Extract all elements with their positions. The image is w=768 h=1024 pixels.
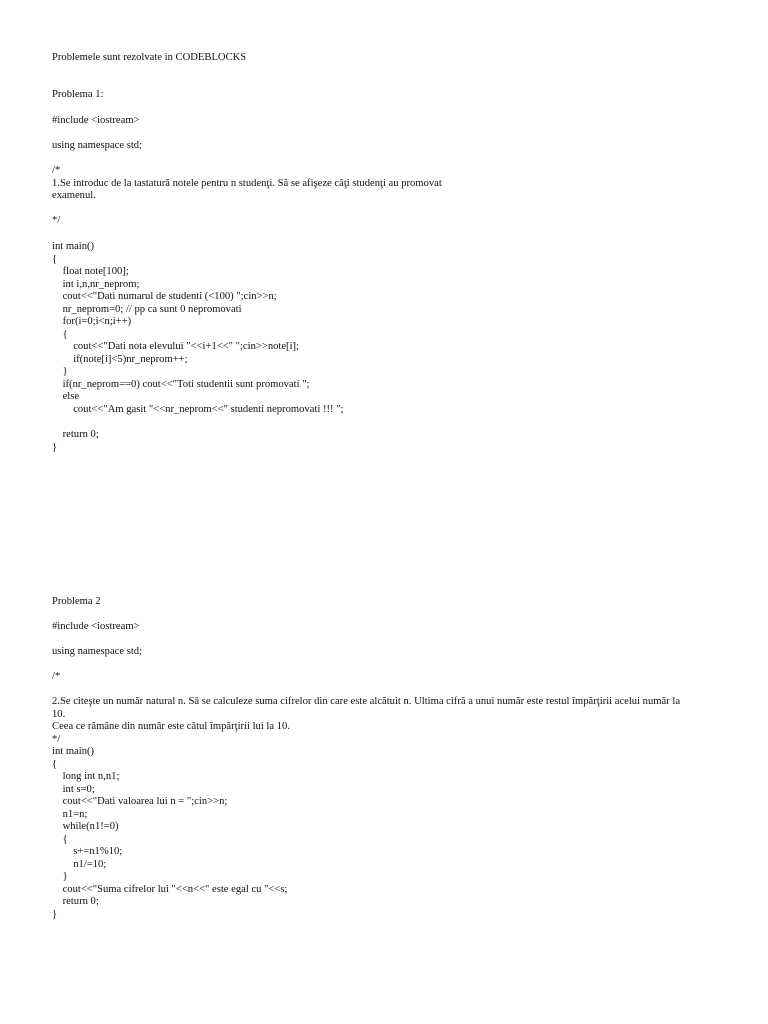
code-line: n1=n; <box>52 808 88 820</box>
problem1-statement-line1: 1.Se introduc de la tastatură notele pentru n studenţi. Să se afişeze câţi studenţi au promovat <box>52 178 442 189</box>
code-line: n1/=10; <box>52 858 107 870</box>
code-line: return 0; <box>52 896 99 907</box>
code-line: { <box>52 328 68 340</box>
code-line: for(i=0;i<n;i++) <box>52 316 132 327</box>
code-line: long int n,n1; <box>52 771 120 782</box>
problem1-statement-line2: examenul. <box>52 190 96 201</box>
code-line: cout<<"Suma cifrelor lui "<<n<<" este egal cu "<<s; <box>52 883 288 895</box>
code-line: int main() <box>52 746 95 757</box>
problem1-include: #include <iostream> <box>52 115 140 126</box>
problem1-comment-close: */ <box>52 215 61 226</box>
code-line: int i,n,nr_neprom; <box>52 278 140 290</box>
problem2-statement-line2: 10. <box>52 709 66 720</box>
code-line: nr_neprom=0; // pp ca sunt 0 nepromovati <box>52 303 242 315</box>
code-line: cout<<"Am gasit "<<nr_neprom<<" studenti nepromovati !!! "; <box>52 403 344 415</box>
code-line: { <box>52 758 58 770</box>
problem1-using: using namespace std; <box>52 140 143 151</box>
problem2-comment-open: /* <box>52 671 61 682</box>
code-line: { <box>52 833 68 845</box>
code-line: } <box>52 908 58 920</box>
problem2-using: using namespace std; <box>52 646 143 657</box>
problem2-comment-close: */ <box>52 734 61 745</box>
code-line: if(note[i]<5)nr_neprom++; <box>52 353 188 365</box>
code-line: s+=n1%10; <box>52 846 123 857</box>
code-line: float note[100]; <box>52 266 129 277</box>
code-line: cout<<"Dati numarul de studenti (<100) ";cin>>n; <box>52 291 277 302</box>
code-line: while(n1!=0) <box>52 821 119 832</box>
code-line: int s=0; <box>52 783 95 795</box>
code-line: cout<<"Dati nota elevului "<<i+1<<" ";cin>>note[i]; <box>52 341 299 352</box>
code-line: cout<<"Dati valoarea lui n = ";cin>>n; <box>52 796 228 807</box>
document-page <box>52 0 712 1024</box>
code-line: } <box>52 441 58 453</box>
code-line: if(nr_neprom==0) cout<<"Toti studentii sunt promovati "; <box>52 378 310 390</box>
code-line: else <box>52 391 80 402</box>
problem2-statement-line3: Ceea ce rămâne din număr este câtul împărţirii lui la 10. <box>52 721 290 732</box>
code-line: return 0; <box>52 429 99 440</box>
problem1-comment-open: /* <box>52 165 61 176</box>
code-line: int main() <box>52 241 95 252</box>
problem2-include: #include <iostream> <box>52 621 140 632</box>
code-line: } <box>52 871 68 882</box>
problem2-statement-line1: 2.Se citeşte un număr natural n. Să se calculeze suma cifrelor din care este alcătuit n. Ultima cifră a unui număr este restul împărţirii acelui număr la <box>52 696 681 707</box>
intro-text: Problemele sunt rezolvate in CODEBLOCKS <box>52 52 247 63</box>
code-line: { <box>52 253 58 265</box>
problem2-title: Problema 2 <box>52 596 101 607</box>
code-line: } <box>52 366 68 377</box>
problem1-title: Problema 1: <box>52 89 104 100</box>
